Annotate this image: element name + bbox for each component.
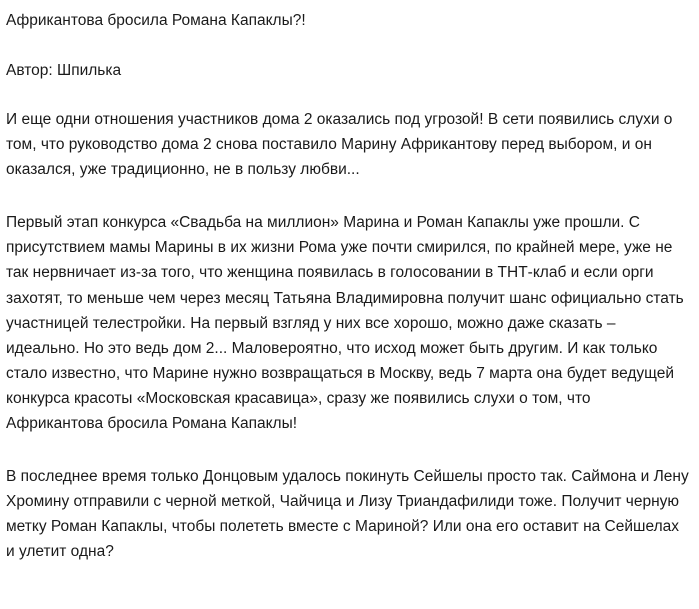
- page-title: Африкантова бросила Романа Капаклы?!: [6, 12, 306, 29]
- article-paragraph: Первый этап конкурса «Свадьба на миллион» Марина и Роман Капаклы уже прошли. С присутствием мамы Марины в их жизни Рома уже почти смирился, по крайней мере, уже не так нервничает из-за того, что женщина появилась в голосовании в ТНТ-клаб и если орги захотят, то меньше чем через месяц Татьяна Владимировна получит шанс официально стать участницей телестройки. На первый взгляд у них все хорошо, можно даже сказать – идеально. Но это ведь дом 2... Маловероятно, что исход может быть другим. И как только стало известно, что Марине нужно возвращаться в Москву, ведь 7 марта она будет ведущей конкурса красоты «Московская красавица», сразу же появились слухи о том, что Африкантова бросила Романа Капаклы!: [6, 214, 684, 433]
- article-byline: Автор: Шпилька: [6, 61, 122, 79]
- article-paragraph: И еще одни отношения участников дома 2 оказались под угрозой! В сети появились слухи о том, что руководство дома 2 снова поставило Марину Африкантову перед выбором, и он оказался, уже традиционно, не в пользу любви...: [6, 110, 673, 179]
- article-paragraph: В последнее время только Донцовым удалось покинуть Сейшелы просто так. Саймона и Лену Хромину отправили с черной меткой, Чайчица и Лизу Триандафилиди тоже. Получит черную метку Роман Капаклы, чтобы полететь вместе с Мариной? Или она его оставит на Сейшелах и улетит одна?: [6, 468, 689, 561]
